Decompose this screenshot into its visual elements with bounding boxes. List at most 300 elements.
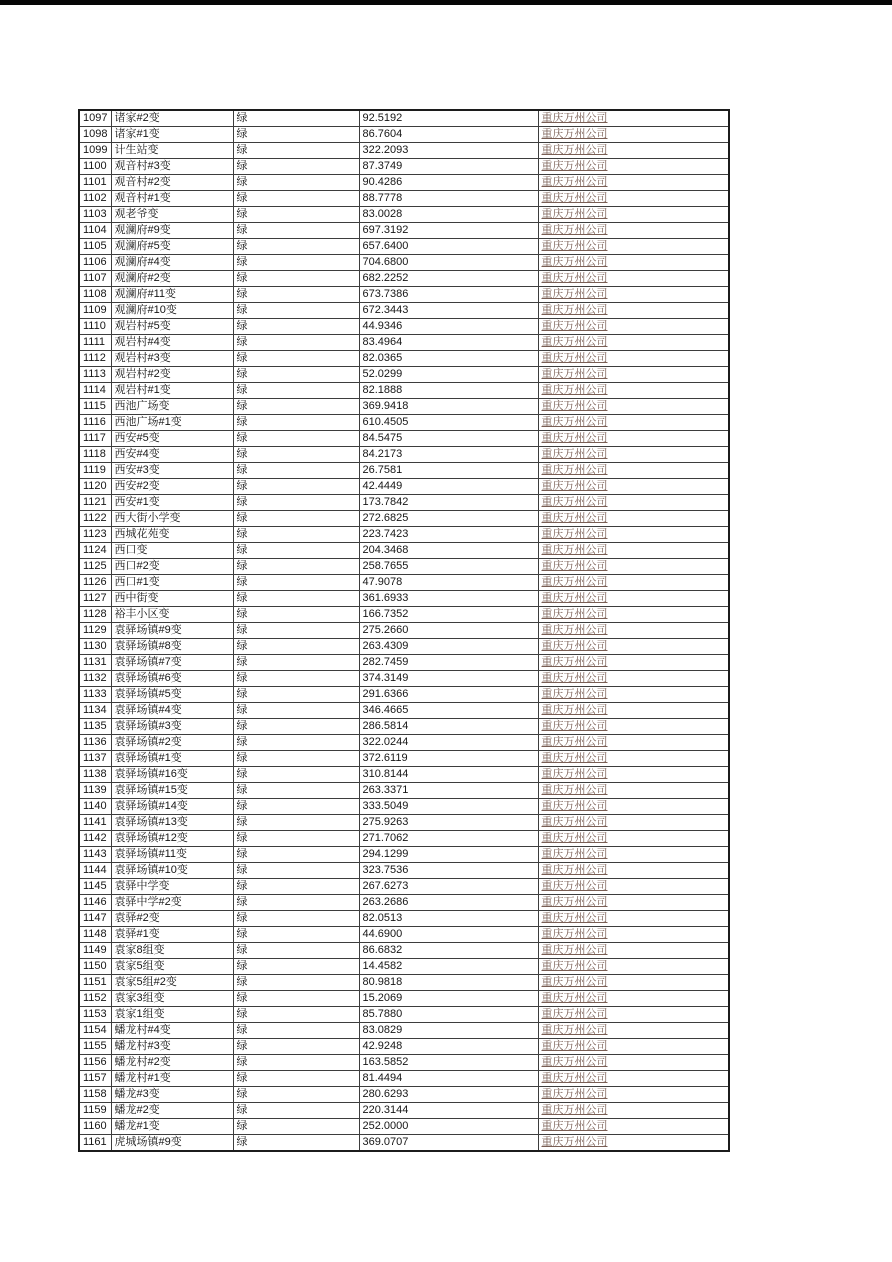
row-number-cell: 1129 bbox=[79, 623, 111, 639]
row-number-cell: 1150 bbox=[79, 959, 111, 975]
company-link[interactable]: 重庆万州公司 bbox=[541, 1008, 608, 1020]
company-link[interactable]: 重庆万州公司 bbox=[541, 768, 608, 780]
status-cell: 绿 bbox=[233, 751, 359, 767]
company-link[interactable]: 重庆万州公司 bbox=[541, 624, 608, 636]
company-link[interactable]: 重庆万州公司 bbox=[541, 400, 608, 412]
value-cell: 85.7880 bbox=[359, 1007, 538, 1023]
status-cell: 绿 bbox=[233, 1071, 359, 1087]
company-link[interactable]: 重庆万州公司 bbox=[541, 912, 608, 924]
status-cell: 绿 bbox=[233, 943, 359, 959]
row-number-cell: 1104 bbox=[79, 223, 111, 239]
station-name-cell: 袁驿场镇#5变 bbox=[111, 687, 233, 703]
company-cell bbox=[538, 303, 729, 319]
company-link[interactable]: 重庆万州公司 bbox=[541, 304, 608, 316]
table-row bbox=[79, 143, 729, 159]
table-row bbox=[79, 207, 729, 223]
status-cell: 绿 bbox=[233, 463, 359, 479]
company-link[interactable]: 重庆万州公司 bbox=[541, 800, 608, 812]
company-cell bbox=[538, 911, 729, 927]
company-link[interactable]: 重庆万州公司 bbox=[541, 480, 608, 492]
status-cell: 绿 bbox=[233, 415, 359, 431]
table-row bbox=[79, 991, 729, 1007]
status-cell: 绿 bbox=[233, 303, 359, 319]
table-row bbox=[79, 623, 729, 639]
company-cell bbox=[538, 110, 729, 127]
status-cell: 绿 bbox=[233, 719, 359, 735]
row-number-cell: 1154 bbox=[79, 1023, 111, 1039]
row-number-cell: 1117 bbox=[79, 431, 111, 447]
company-link[interactable]: 重庆万州公司 bbox=[541, 272, 608, 284]
table-row bbox=[79, 175, 729, 191]
status-cell: 绿 bbox=[233, 495, 359, 511]
station-name-cell: 西安#2变 bbox=[111, 479, 233, 495]
value-cell: 173.7842 bbox=[359, 495, 538, 511]
company-link[interactable]: 重庆万州公司 bbox=[541, 192, 608, 204]
row-number-cell: 1148 bbox=[79, 927, 111, 943]
company-link[interactable]: 重庆万州公司 bbox=[541, 960, 608, 972]
value-cell: 44.9346 bbox=[359, 319, 538, 335]
row-number-cell: 1108 bbox=[79, 287, 111, 303]
table-row bbox=[79, 575, 729, 591]
table-row bbox=[79, 783, 729, 799]
company-cell bbox=[538, 639, 729, 655]
company-link[interactable]: 重庆万州公司 bbox=[541, 368, 608, 380]
value-cell: 263.3371 bbox=[359, 783, 538, 799]
company-link[interactable]: 重庆万州公司 bbox=[541, 976, 608, 988]
row-number-cell: 1112 bbox=[79, 351, 111, 367]
company-link[interactable]: 重庆万州公司 bbox=[541, 176, 608, 188]
company-cell bbox=[538, 687, 729, 703]
row-number-cell: 1156 bbox=[79, 1055, 111, 1071]
row-number-cell: 1146 bbox=[79, 895, 111, 911]
status-cell: 绿 bbox=[233, 799, 359, 815]
company-cell bbox=[538, 479, 729, 495]
table-row bbox=[79, 431, 729, 447]
value-cell: 84.2173 bbox=[359, 447, 538, 463]
row-number-cell: 1103 bbox=[79, 207, 111, 223]
table-row bbox=[79, 895, 729, 911]
company-link[interactable]: 重庆万州公司 bbox=[541, 784, 608, 796]
table-row bbox=[79, 607, 729, 623]
company-link[interactable]: 重庆万州公司 bbox=[541, 688, 608, 700]
company-link[interactable]: 重庆万州公司 bbox=[541, 208, 608, 220]
table-row bbox=[79, 255, 729, 271]
status-cell: 绿 bbox=[233, 687, 359, 703]
company-cell bbox=[538, 319, 729, 335]
company-link[interactable]: 重庆万州公司 bbox=[541, 656, 608, 668]
status-cell: 绿 bbox=[233, 351, 359, 367]
table-row bbox=[79, 511, 729, 527]
company-link[interactable]: 重庆万州公司 bbox=[541, 672, 608, 684]
station-name-cell: 蟠龙村#3变 bbox=[111, 1039, 233, 1055]
company-link[interactable]: 重庆万州公司 bbox=[541, 1104, 608, 1116]
table-row bbox=[79, 943, 729, 959]
station-name-cell: 袁驿场镇#11变 bbox=[111, 847, 233, 863]
company-link[interactable]: 重庆万州公司 bbox=[541, 576, 608, 588]
row-number-cell: 1128 bbox=[79, 607, 111, 623]
value-cell: 84.5475 bbox=[359, 431, 538, 447]
status-cell: 绿 bbox=[233, 1023, 359, 1039]
value-cell: 657.6400 bbox=[359, 239, 538, 255]
company-link[interactable]: 重庆万州公司 bbox=[541, 704, 608, 716]
row-number-cell: 1121 bbox=[79, 495, 111, 511]
station-name-cell: 西安#1变 bbox=[111, 495, 233, 511]
company-link[interactable]: 重庆万州公司 bbox=[541, 720, 608, 732]
status-cell: 绿 bbox=[233, 703, 359, 719]
row-number-cell: 1159 bbox=[79, 1103, 111, 1119]
value-cell: 166.7352 bbox=[359, 607, 538, 623]
table-body bbox=[79, 110, 729, 1151]
company-cell bbox=[538, 399, 729, 415]
company-cell bbox=[538, 383, 729, 399]
company-link[interactable]: 重庆万州公司 bbox=[541, 320, 608, 332]
status-cell: 绿 bbox=[233, 1135, 359, 1152]
value-cell: 82.1888 bbox=[359, 383, 538, 399]
table-row bbox=[79, 799, 729, 815]
data-table bbox=[78, 109, 730, 1152]
company-link[interactable]: 重庆万州公司 bbox=[541, 224, 608, 236]
station-name-cell: 西安#3变 bbox=[111, 463, 233, 479]
value-cell: 310.8144 bbox=[359, 767, 538, 783]
station-name-cell: 西口#1变 bbox=[111, 575, 233, 591]
row-number-cell: 1099 bbox=[79, 143, 111, 159]
company-cell bbox=[538, 207, 729, 223]
status-cell: 绿 bbox=[233, 607, 359, 623]
table-row bbox=[79, 303, 729, 319]
company-link[interactable]: 重庆万州公司 bbox=[541, 944, 608, 956]
company-cell bbox=[538, 463, 729, 479]
row-number-cell: 1097 bbox=[79, 110, 111, 127]
table-row bbox=[79, 127, 729, 143]
value-cell: 374.3149 bbox=[359, 671, 538, 687]
company-link[interactable]: 重庆万州公司 bbox=[541, 496, 608, 508]
table-row bbox=[79, 1071, 729, 1087]
status-cell: 绿 bbox=[233, 1055, 359, 1071]
status-cell: 绿 bbox=[233, 975, 359, 991]
company-cell bbox=[538, 511, 729, 527]
company-cell bbox=[538, 767, 729, 783]
table-row bbox=[79, 1119, 729, 1135]
station-name-cell: 西中街变 bbox=[111, 591, 233, 607]
company-link[interactable]: 重庆万州公司 bbox=[541, 512, 608, 524]
company-cell bbox=[538, 1007, 729, 1023]
value-cell: 82.0513 bbox=[359, 911, 538, 927]
station-name-cell: 袁驿场镇#6变 bbox=[111, 671, 233, 687]
status-cell: 绿 bbox=[233, 1007, 359, 1023]
company-cell bbox=[538, 223, 729, 239]
status-cell: 绿 bbox=[233, 623, 359, 639]
status-cell: 绿 bbox=[233, 127, 359, 143]
status-cell: 绿 bbox=[233, 591, 359, 607]
company-link[interactable]: 重庆万州公司 bbox=[541, 128, 608, 140]
company-link[interactable]: 重庆万州公司 bbox=[541, 736, 608, 748]
row-number-cell: 1142 bbox=[79, 831, 111, 847]
company-cell bbox=[538, 143, 729, 159]
company-cell bbox=[538, 175, 729, 191]
company-link[interactable]: 重庆万州公司 bbox=[541, 528, 608, 540]
company-link[interactable]: 重庆万州公司 bbox=[541, 864, 608, 876]
table-row bbox=[79, 191, 729, 207]
station-name-cell: 观岩村#2变 bbox=[111, 367, 233, 383]
company-cell bbox=[538, 799, 729, 815]
status-cell: 绿 bbox=[233, 447, 359, 463]
row-number-cell: 1120 bbox=[79, 479, 111, 495]
station-name-cell: 袁家5组变 bbox=[111, 959, 233, 975]
row-number-cell: 1106 bbox=[79, 255, 111, 271]
company-link[interactable]: 重庆万州公司 bbox=[541, 288, 608, 300]
value-cell: 282.7459 bbox=[359, 655, 538, 671]
status-cell: 绿 bbox=[233, 1103, 359, 1119]
company-link[interactable]: 重庆万州公司 bbox=[541, 1120, 608, 1132]
row-number-cell: 1110 bbox=[79, 319, 111, 335]
status-cell: 绿 bbox=[233, 399, 359, 415]
company-cell bbox=[538, 1103, 729, 1119]
value-cell: 42.9248 bbox=[359, 1039, 538, 1055]
row-number-cell: 1127 bbox=[79, 591, 111, 607]
table-row bbox=[79, 847, 729, 863]
value-cell: 272.6825 bbox=[359, 511, 538, 527]
row-number-cell: 1105 bbox=[79, 239, 111, 255]
company-cell bbox=[538, 1087, 729, 1103]
station-name-cell: 袁驿场镇#13变 bbox=[111, 815, 233, 831]
value-cell: 86.7604 bbox=[359, 127, 538, 143]
status-cell: 绿 bbox=[233, 927, 359, 943]
value-cell: 291.6366 bbox=[359, 687, 538, 703]
company-cell bbox=[538, 239, 729, 255]
station-name-cell: 计生站变 bbox=[111, 143, 233, 159]
company-link[interactable]: 重庆万州公司 bbox=[541, 352, 608, 364]
row-number-cell: 1113 bbox=[79, 367, 111, 383]
value-cell: 258.7655 bbox=[359, 559, 538, 575]
company-link[interactable]: 重庆万州公司 bbox=[541, 592, 608, 604]
status-cell: 绿 bbox=[233, 1119, 359, 1135]
company-cell bbox=[538, 1135, 729, 1152]
company-link[interactable]: 重庆万州公司 bbox=[541, 608, 608, 620]
row-number-cell: 1122 bbox=[79, 511, 111, 527]
table-row bbox=[79, 463, 729, 479]
station-name-cell: 袁驿中学#2变 bbox=[111, 895, 233, 911]
company-cell bbox=[538, 703, 729, 719]
status-cell: 绿 bbox=[233, 575, 359, 591]
station-name-cell: 袁驿#2变 bbox=[111, 911, 233, 927]
company-cell bbox=[538, 543, 729, 559]
station-name-cell: 袁驿场镇#10变 bbox=[111, 863, 233, 879]
company-cell bbox=[538, 623, 729, 639]
station-name-cell: 观音村#3变 bbox=[111, 159, 233, 175]
company-link[interactable]: 重庆万州公司 bbox=[541, 448, 608, 460]
value-cell: 369.0707 bbox=[359, 1135, 538, 1152]
company-link[interactable]: 重庆万州公司 bbox=[541, 384, 608, 396]
row-number-cell: 1137 bbox=[79, 751, 111, 767]
table-row bbox=[79, 223, 729, 239]
table-row bbox=[79, 479, 729, 495]
company-link[interactable]: 重庆万州公司 bbox=[541, 640, 608, 652]
status-cell: 绿 bbox=[233, 959, 359, 975]
row-number-cell: 1118 bbox=[79, 447, 111, 463]
value-cell: 86.6832 bbox=[359, 943, 538, 959]
company-cell bbox=[538, 1023, 729, 1039]
table-row bbox=[79, 1023, 729, 1039]
company-cell bbox=[538, 159, 729, 175]
table-row bbox=[79, 1087, 729, 1103]
company-cell bbox=[538, 975, 729, 991]
company-link[interactable]: 重庆万州公司 bbox=[541, 112, 608, 124]
company-link[interactable]: 重庆万州公司 bbox=[541, 544, 608, 556]
table-row bbox=[79, 319, 729, 335]
company-cell bbox=[538, 959, 729, 975]
company-cell bbox=[538, 591, 729, 607]
company-cell bbox=[538, 1119, 729, 1135]
station-name-cell: 观岩村#5变 bbox=[111, 319, 233, 335]
company-link[interactable]: 重庆万州公司 bbox=[541, 1040, 608, 1052]
company-cell bbox=[538, 655, 729, 671]
value-cell: 333.5049 bbox=[359, 799, 538, 815]
station-name-cell: 袁家5组#2变 bbox=[111, 975, 233, 991]
value-cell: 204.3468 bbox=[359, 543, 538, 559]
company-link[interactable]: 重庆万州公司 bbox=[541, 336, 608, 348]
station-name-cell: 袁驿#1变 bbox=[111, 927, 233, 943]
station-name-cell: 袁驿场镇#7变 bbox=[111, 655, 233, 671]
value-cell: 682.2252 bbox=[359, 271, 538, 287]
station-name-cell: 西安#4变 bbox=[111, 447, 233, 463]
status-cell: 绿 bbox=[233, 479, 359, 495]
row-number-cell: 1138 bbox=[79, 767, 111, 783]
row-number-cell: 1160 bbox=[79, 1119, 111, 1135]
table-row bbox=[79, 719, 729, 735]
station-name-cell: 观岩村#3变 bbox=[111, 351, 233, 367]
company-cell bbox=[538, 431, 729, 447]
company-link[interactable]: 重庆万州公司 bbox=[541, 1072, 608, 1084]
status-cell: 绿 bbox=[233, 207, 359, 223]
company-link[interactable]: 重庆万州公司 bbox=[541, 928, 608, 940]
company-link[interactable]: 重庆万州公司 bbox=[541, 1024, 608, 1036]
company-link[interactable]: 重庆万州公司 bbox=[541, 848, 608, 860]
row-number-cell: 1107 bbox=[79, 271, 111, 287]
station-name-cell: 西口变 bbox=[111, 543, 233, 559]
row-number-cell: 1135 bbox=[79, 719, 111, 735]
table-row bbox=[79, 671, 729, 687]
station-name-cell: 裕丰小区变 bbox=[111, 607, 233, 623]
station-name-cell: 蟠龙村#4变 bbox=[111, 1023, 233, 1039]
value-cell: 673.7386 bbox=[359, 287, 538, 303]
station-name-cell: 观澜府#5变 bbox=[111, 239, 233, 255]
value-cell: 610.4505 bbox=[359, 415, 538, 431]
company-cell bbox=[538, 271, 729, 287]
row-number-cell: 1141 bbox=[79, 815, 111, 831]
row-number-cell: 1123 bbox=[79, 527, 111, 543]
station-name-cell: 诸家#2变 bbox=[111, 110, 233, 127]
station-name-cell: 袁驿场镇#1变 bbox=[111, 751, 233, 767]
status-cell: 绿 bbox=[233, 655, 359, 671]
station-name-cell: 蟠龙#1变 bbox=[111, 1119, 233, 1135]
table-row bbox=[79, 159, 729, 175]
value-cell: 323.7536 bbox=[359, 863, 538, 879]
table-row bbox=[79, 655, 729, 671]
company-link[interactable]: 重庆万州公司 bbox=[541, 896, 608, 908]
value-cell: 83.0028 bbox=[359, 207, 538, 223]
status-cell: 绿 bbox=[233, 1087, 359, 1103]
table-row bbox=[79, 1055, 729, 1071]
company-link[interactable]: 重庆万州公司 bbox=[541, 1136, 608, 1148]
station-name-cell: 观岩村#4变 bbox=[111, 335, 233, 351]
company-link[interactable]: 重庆万州公司 bbox=[541, 752, 608, 764]
top-bar bbox=[0, 0, 892, 5]
station-name-cell: 西口#2变 bbox=[111, 559, 233, 575]
company-link[interactable]: 重庆万州公司 bbox=[541, 160, 608, 172]
company-link[interactable]: 重庆万州公司 bbox=[541, 832, 608, 844]
company-link[interactable]: 重庆万州公司 bbox=[541, 1088, 608, 1100]
value-cell: 271.7062 bbox=[359, 831, 538, 847]
company-link[interactable]: 重庆万州公司 bbox=[541, 1056, 608, 1068]
station-name-cell: 观岩村#1变 bbox=[111, 383, 233, 399]
station-name-cell: 观澜府#2变 bbox=[111, 271, 233, 287]
value-cell: 361.6933 bbox=[359, 591, 538, 607]
table-row bbox=[79, 271, 729, 287]
company-link[interactable]: 重庆万州公司 bbox=[541, 240, 608, 252]
value-cell: 163.5852 bbox=[359, 1055, 538, 1071]
status-cell: 绿 bbox=[233, 991, 359, 1007]
table-row bbox=[79, 543, 729, 559]
value-cell: 83.0829 bbox=[359, 1023, 538, 1039]
value-cell: 82.0365 bbox=[359, 351, 538, 367]
station-name-cell: 袁驿场镇#14变 bbox=[111, 799, 233, 815]
station-name-cell: 袁驿场镇#15变 bbox=[111, 783, 233, 799]
row-number-cell: 1143 bbox=[79, 847, 111, 863]
status-cell: 绿 bbox=[233, 1039, 359, 1055]
status-cell: 绿 bbox=[233, 175, 359, 191]
company-link[interactable]: 重庆万州公司 bbox=[541, 560, 608, 572]
table-row bbox=[79, 927, 729, 943]
value-cell: 223.7423 bbox=[359, 527, 538, 543]
station-name-cell: 袁驿场镇#2变 bbox=[111, 735, 233, 751]
company-link[interactable]: 重庆万州公司 bbox=[541, 992, 608, 1004]
row-number-cell: 1116 bbox=[79, 415, 111, 431]
row-number-cell: 1152 bbox=[79, 991, 111, 1007]
value-cell: 252.0000 bbox=[359, 1119, 538, 1135]
value-cell: 47.9078 bbox=[359, 575, 538, 591]
row-number-cell: 1157 bbox=[79, 1071, 111, 1087]
station-name-cell: 西池广场#1变 bbox=[111, 415, 233, 431]
row-number-cell: 1098 bbox=[79, 127, 111, 143]
status-cell: 绿 bbox=[233, 239, 359, 255]
row-number-cell: 1158 bbox=[79, 1087, 111, 1103]
status-cell: 绿 bbox=[233, 367, 359, 383]
status-cell: 绿 bbox=[233, 223, 359, 239]
company-cell bbox=[538, 991, 729, 1007]
table-row bbox=[79, 879, 729, 895]
company-link[interactable]: 重庆万州公司 bbox=[541, 256, 608, 268]
company-link[interactable]: 重庆万州公司 bbox=[541, 416, 608, 428]
status-cell: 绿 bbox=[233, 863, 359, 879]
company-cell bbox=[538, 735, 729, 751]
status-cell: 绿 bbox=[233, 255, 359, 271]
company-cell bbox=[538, 127, 729, 143]
company-link[interactable]: 重庆万州公司 bbox=[541, 816, 608, 828]
row-number-cell: 1149 bbox=[79, 943, 111, 959]
company-link[interactable]: 重庆万州公司 bbox=[541, 144, 608, 156]
station-name-cell: 袁家1组变 bbox=[111, 1007, 233, 1023]
company-cell bbox=[538, 943, 729, 959]
company-link[interactable]: 重庆万州公司 bbox=[541, 464, 608, 476]
table-row bbox=[79, 1039, 729, 1055]
company-cell bbox=[538, 255, 729, 271]
table-row bbox=[79, 975, 729, 991]
company-link[interactable]: 重庆万州公司 bbox=[541, 432, 608, 444]
table-row bbox=[79, 591, 729, 607]
company-cell bbox=[538, 751, 729, 767]
table-row bbox=[79, 767, 729, 783]
company-link[interactable]: 重庆万州公司 bbox=[541, 880, 608, 892]
